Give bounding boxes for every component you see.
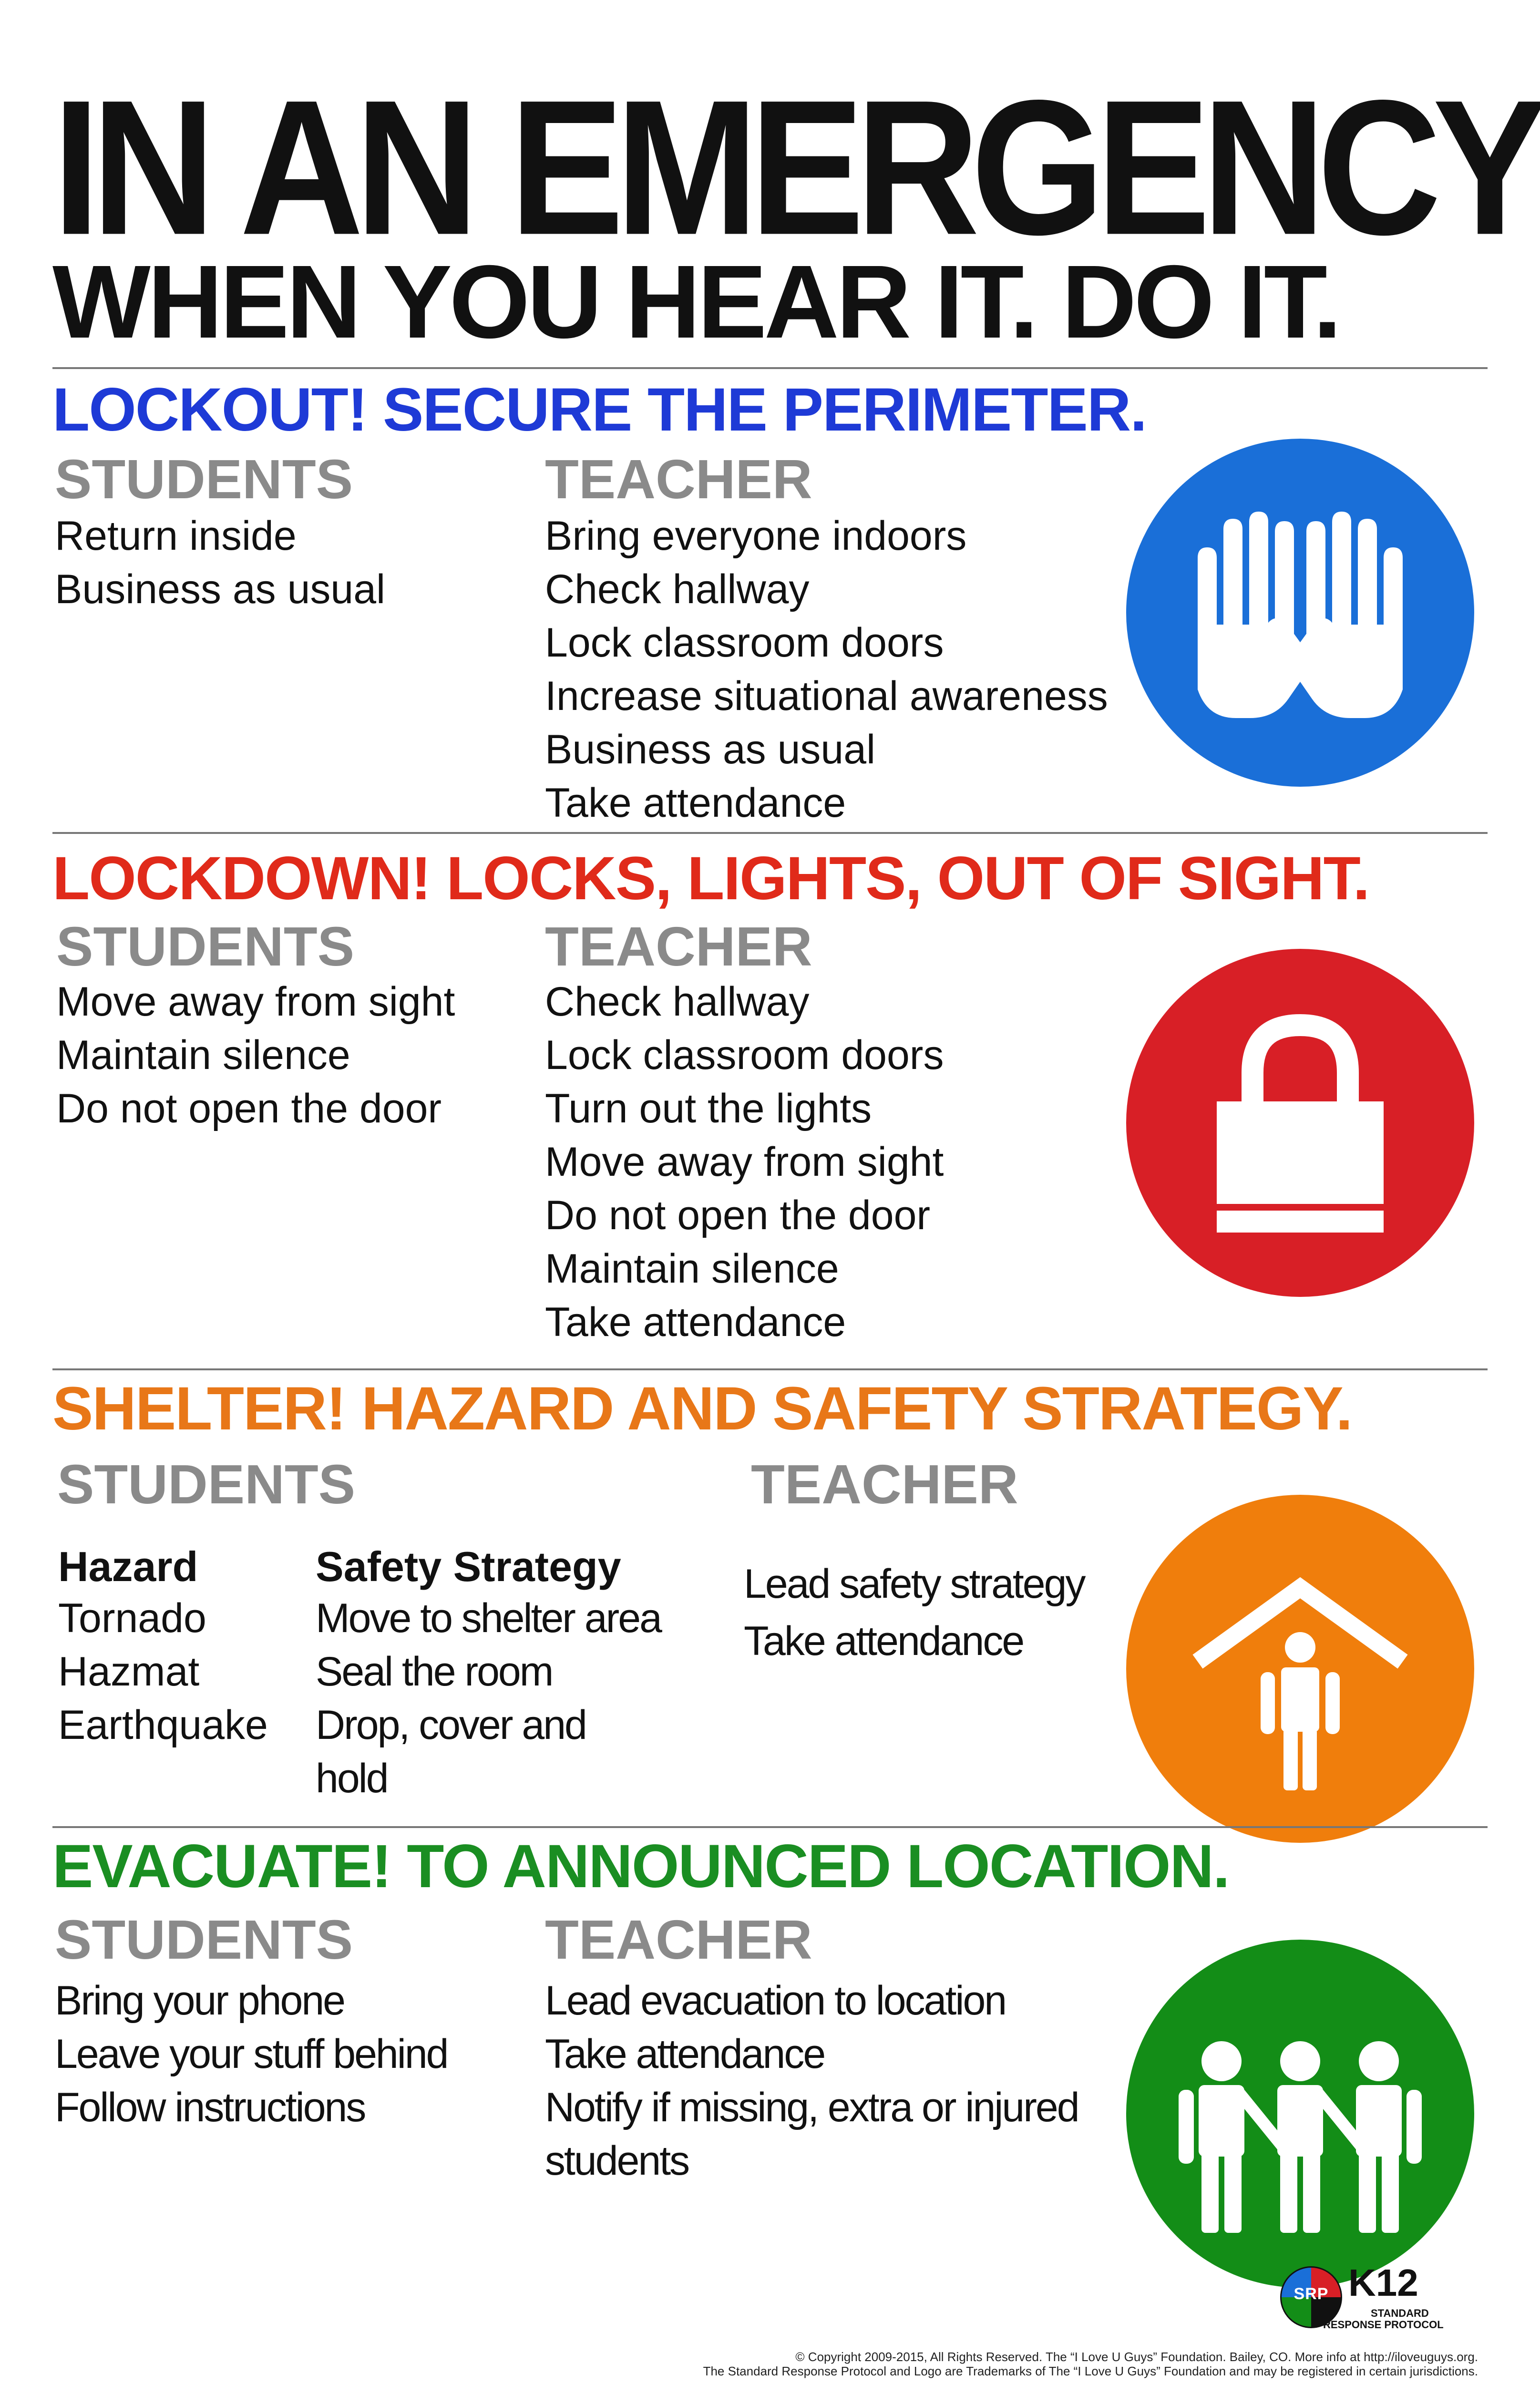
logo-response-protocol: RESPONSE PROTOCOL — [1323, 2319, 1444, 2331]
lockout-teacher-label: TEACHER — [545, 448, 812, 510]
logo-standard: STANDARD — [1371, 2307, 1429, 2319]
evacuate-heading: EVACUATE! TO ANNOUNCED LOCATION. — [52, 1832, 1229, 1901]
divider — [52, 367, 1488, 369]
list-item: Business as usual — [545, 727, 876, 772]
list-item: Lock classroom doors — [545, 1032, 944, 1078]
list-item: Bring your phone — [55, 1978, 344, 2024]
list-item: Check hallway — [545, 566, 810, 612]
logo-k12: K12 — [1348, 2261, 1418, 2304]
lockout-badge — [1126, 439, 1474, 787]
page-title: IN AN EMERGENCY — [52, 60, 1539, 275]
strategy-list — [316, 1592, 661, 1805]
list-item: Follow instructions — [55, 2085, 365, 2130]
list-item: hold — [316, 1756, 388, 1801]
list-item: Do not open the door — [56, 1086, 442, 1131]
logo-mark: SRP — [1294, 2285, 1329, 2303]
list-item: Notify if missing, extra or injured — [545, 2085, 1078, 2130]
lockout-students-label: STUDENTS — [55, 448, 353, 510]
strategy-column-label: Safety Strategy — [316, 1543, 621, 1590]
list-item: Increase situational awareness — [545, 673, 1108, 719]
copyright-line-1: © Copyright 2009-2015, All Rights Reserved. The “I Love U Guys” Foundation. Bailey, CO. More info at http://iloveuguys.org. — [795, 2350, 1478, 2364]
person-figure — [1179, 2041, 1244, 2233]
list-item: Bring everyone indoors — [545, 513, 967, 559]
list-item: students — [545, 2138, 689, 2184]
lockdown-students-label: STUDENTS — [56, 915, 355, 977]
divider — [52, 832, 1488, 834]
shelter-students-label: STUDENTS — [57, 1453, 356, 1515]
lockdown-teacher-label: TEACHER — [545, 915, 812, 977]
three-people-icon — [1126, 1940, 1474, 2288]
divider — [52, 1826, 1488, 1828]
list-item: Return inside — [55, 513, 297, 559]
list-item: Take attendance — [545, 1299, 846, 1345]
list-item: Do not open the door — [545, 1192, 931, 1238]
list-item: Maintain silence — [56, 1032, 350, 1078]
divider — [52, 1368, 1488, 1370]
lockout-teacher-list — [545, 509, 1108, 830]
evacuate-badge — [1126, 1940, 1474, 2288]
list-item: Tornado — [58, 1595, 206, 1641]
lockdown-badge — [1126, 949, 1474, 1297]
person-under-roof-icon — [1126, 1495, 1474, 1843]
shelter-teacher-list — [744, 1555, 1084, 1670]
evacuate-teacher-list — [545, 1974, 1078, 2188]
list-item: Maintain silence — [545, 1246, 839, 1292]
lockdown-teacher-list — [545, 975, 944, 1349]
evacuate-teacher-label: TEACHER — [545, 1909, 812, 1971]
lockout-students-list — [55, 509, 385, 616]
list-item: Earthquake — [58, 1702, 268, 1748]
hazard-column-label: Hazard — [58, 1543, 198, 1590]
lockdown-heading: LOCKDOWN! LOCKS, LIGHTS, OUT OF SIGHT. — [52, 844, 1369, 913]
list-item: Lead evacuation to location — [545, 1978, 1006, 2024]
list-item: Take attendance — [545, 2031, 825, 2077]
hazard-list — [58, 1592, 268, 1752]
list-item: Turn out the lights — [545, 1086, 872, 1131]
list-item: Check hallway — [545, 979, 810, 1025]
padlock-icon — [1126, 949, 1474, 1297]
list-item: Move to shelter area — [316, 1595, 661, 1641]
k12-srp-logo — [1278, 2260, 1478, 2346]
list-item: Drop, cover and — [316, 1702, 586, 1748]
list-item: Lead safety strategy — [744, 1561, 1085, 1607]
list-item: Seal the room — [316, 1649, 553, 1695]
lockdown-students-list — [56, 975, 455, 1135]
copyright-line-2: The Standard Response Protocol and Logo are Trademarks of The “I Love U Guys” Foundation and may be registered in certain jurisdictions. — [703, 2364, 1478, 2378]
evacuate-students-list — [55, 1974, 448, 2134]
shelter-heading: SHELTER! HAZARD AND SAFETY STRATEGY. — [52, 1375, 1352, 1443]
list-item: Move away from sight — [56, 979, 455, 1025]
list-item: Lock classroom doors — [545, 620, 944, 666]
shelter-badge — [1126, 1495, 1474, 1843]
shelter-teacher-label: TEACHER — [751, 1453, 1018, 1515]
list-item: Take attendance — [545, 780, 846, 826]
evacuate-students-label: STUDENTS — [55, 1909, 353, 1971]
page-subtitle: WHEN YOU HEAR IT. DO IT. — [52, 244, 1339, 360]
list-item: Hazmat — [58, 1649, 200, 1695]
list-item: Take attendance — [744, 1618, 1024, 1664]
raised-hands-icon — [1126, 439, 1474, 787]
list-item: Business as usual — [55, 566, 386, 612]
lockout-heading: LOCKOUT! SECURE THE PERIMETER. — [52, 376, 1146, 444]
list-item: Leave your stuff behind — [55, 2031, 448, 2077]
list-item: Move away from sight — [545, 1139, 944, 1185]
